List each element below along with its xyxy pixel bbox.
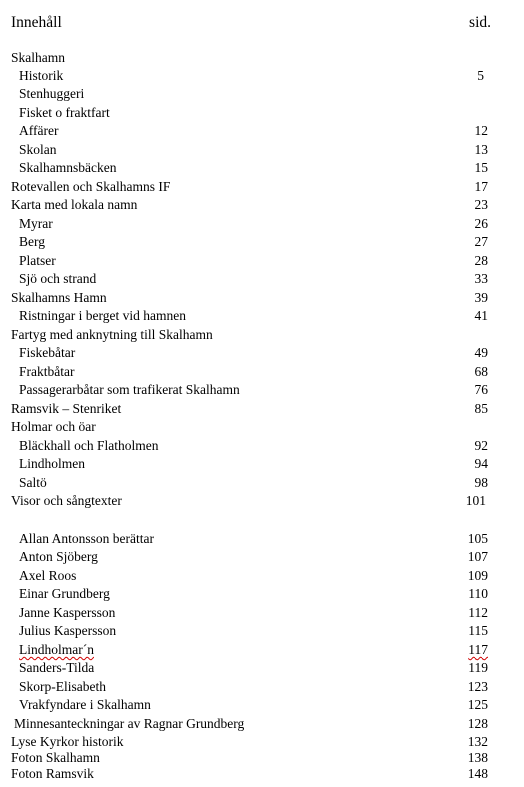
toc-entry-label: Lindholmen bbox=[19, 456, 85, 471]
toc-entry-page: 107 bbox=[467, 549, 488, 564]
toc-entry bbox=[0, 178, 524, 196]
toc-entry-label: Skorp-Elisabeth bbox=[19, 679, 106, 694]
toc-entry bbox=[0, 104, 524, 122]
toc-entry bbox=[0, 252, 524, 270]
toc-entry-page: 101 bbox=[465, 493, 486, 508]
toc-entry-page: 27 bbox=[474, 234, 488, 249]
toc-entry-page: 28 bbox=[474, 253, 488, 268]
toc-entry bbox=[0, 233, 524, 251]
toc-entry-label: Einar Grundberg bbox=[19, 586, 110, 601]
toc-entry-page: 5 bbox=[477, 68, 484, 83]
toc-entry-label: Janne Kaspersson bbox=[19, 605, 116, 620]
toc-entry-page: 68 bbox=[474, 364, 488, 379]
toc-entry-label: Berg bbox=[19, 234, 45, 249]
toc-entry-page: 128 bbox=[467, 716, 488, 731]
toc-entry bbox=[0, 696, 524, 714]
toc-entry bbox=[0, 141, 524, 159]
toc-entry-label: Stenhuggeri bbox=[19, 86, 85, 101]
toc-entry bbox=[0, 659, 524, 677]
toc-entry-label: Lindholmar´n bbox=[19, 642, 94, 657]
toc-entry-page: 76 bbox=[474, 382, 488, 397]
toc-entry-label: Skalhamns Hamn bbox=[11, 290, 107, 305]
toc-entry bbox=[0, 344, 524, 362]
toc-entry-label: Platser bbox=[19, 253, 56, 268]
toc-entry bbox=[0, 85, 524, 103]
toc-entry-label: Rotevallen och Skalhamns IF bbox=[11, 179, 171, 194]
toc-entry bbox=[0, 215, 524, 233]
toc-header bbox=[0, 14, 524, 32]
toc-entry bbox=[0, 326, 524, 344]
toc-entry bbox=[0, 307, 524, 325]
toc-entry-label: Allan Antonsson berättar bbox=[19, 531, 154, 546]
toc-entry-page: 123 bbox=[467, 679, 488, 694]
toc-entry-page: 138 bbox=[467, 750, 488, 765]
toc-entry-label: Fisket o fraktfart bbox=[19, 105, 110, 120]
toc-entry-page: 92 bbox=[474, 438, 488, 453]
toc-entry-page: 12 bbox=[474, 123, 488, 138]
toc-entry-label: Bläckhall och Flatholmen bbox=[19, 438, 159, 453]
toc-entry-label: Anton Sjöberg bbox=[19, 549, 98, 564]
page-column-heading: sid. bbox=[469, 14, 491, 31]
toc-entry-label: Saltö bbox=[19, 475, 47, 490]
toc-entry-label: Historik bbox=[19, 68, 64, 83]
toc-entry bbox=[0, 715, 524, 733]
toc-entry-label: Fraktbåtar bbox=[19, 364, 75, 379]
toc-entry-page: 15 bbox=[474, 160, 488, 175]
toc-entry-label: Karta med lokala namn bbox=[11, 197, 138, 212]
toc-entry-page: 125 bbox=[467, 697, 488, 712]
toc-entry bbox=[0, 122, 524, 140]
toc-entry-page: 98 bbox=[474, 475, 488, 490]
toc-entry bbox=[0, 492, 524, 510]
toc-entry bbox=[0, 67, 524, 85]
toc-entry-page: 26 bbox=[474, 216, 488, 231]
toc-entry bbox=[0, 196, 524, 214]
toc-entry-page: 110 bbox=[468, 586, 488, 601]
toc-entry-page: 23 bbox=[474, 197, 488, 212]
toc-entry bbox=[0, 530, 524, 548]
toc-entry bbox=[0, 548, 524, 566]
toc-entry-label: Lyse Kyrkor historik bbox=[11, 734, 124, 749]
toc-entry-page: 105 bbox=[467, 531, 488, 546]
toc-entry-page: 112 bbox=[468, 605, 488, 620]
toc-entry bbox=[0, 567, 524, 585]
toc-entry-label: Holmar och öar bbox=[11, 419, 96, 434]
toc-entry-label: Ristningar i berget vid hamnen bbox=[19, 308, 186, 323]
toc-entry-page: 33 bbox=[474, 271, 488, 286]
toc-entry-label: Foton Ramsvik bbox=[11, 766, 94, 781]
toc-entry bbox=[0, 455, 524, 473]
toc-entry bbox=[0, 622, 524, 640]
toc-entry-page: 132 bbox=[467, 734, 488, 749]
toc-entry-label: Julius Kaspersson bbox=[19, 623, 117, 638]
toc-entry-label: Axel Roos bbox=[19, 568, 77, 583]
toc-entry bbox=[0, 418, 524, 436]
toc-entry-label: Visor och sångtexter bbox=[11, 493, 122, 508]
toc-entry bbox=[0, 474, 524, 492]
toc-entry-label: Skalhamnsbäcken bbox=[19, 160, 117, 175]
toc-heading: Innehåll bbox=[11, 14, 62, 31]
toc-entry-label: Passagerarbåtar som trafikerat Skalhamn bbox=[19, 382, 240, 397]
toc-entry bbox=[0, 289, 524, 307]
toc-entry-page: 41 bbox=[474, 308, 488, 323]
toc-entry-page: 119 bbox=[468, 660, 488, 675]
toc-entry-label: Sanders-Tilda bbox=[19, 660, 95, 675]
toc-entry-label: Vrakfyndare i Skalhamn bbox=[19, 697, 151, 712]
toc-entry-label: Skalhamn bbox=[11, 50, 65, 65]
toc-entry bbox=[0, 641, 524, 659]
toc-entry-page: 115 bbox=[468, 623, 488, 638]
toc-entry-page: 13 bbox=[474, 142, 488, 157]
toc-entry-label: Minnesanteckningar av Ragnar Grundberg bbox=[14, 716, 245, 731]
toc-entry-label: Affärer bbox=[19, 123, 59, 138]
toc-entry bbox=[0, 400, 524, 418]
toc-entry bbox=[0, 678, 524, 696]
toc-entry-label: Fiskebåtar bbox=[19, 345, 76, 360]
toc-entry bbox=[0, 270, 524, 288]
toc-entry-page: 148 bbox=[467, 766, 488, 781]
toc-entry bbox=[0, 49, 524, 67]
toc-entry bbox=[0, 585, 524, 603]
toc-entry-label: Skolan bbox=[19, 142, 57, 157]
toc-entry-label: Foton Skalhamn bbox=[11, 750, 100, 765]
toc-entry bbox=[0, 159, 524, 177]
toc-entry-page: 49 bbox=[474, 345, 488, 360]
toc-entry bbox=[0, 604, 524, 622]
toc-entry-label: Sjö och strand bbox=[19, 271, 97, 286]
toc-entry bbox=[0, 437, 524, 455]
toc-entry-page: 85 bbox=[474, 401, 488, 416]
toc-entry-page: 117 bbox=[468, 642, 488, 657]
toc-entry-label: Ramsvik – Stenriket bbox=[11, 401, 122, 416]
toc-entry bbox=[0, 381, 524, 399]
toc-entry-page: 17 bbox=[474, 179, 488, 194]
toc-entry-page: 39 bbox=[474, 290, 488, 305]
toc-entry-page: 109 bbox=[467, 568, 488, 583]
toc-entry-page: 94 bbox=[474, 456, 488, 471]
toc-entry-label: Fartyg med anknytning till Skalhamn bbox=[11, 327, 213, 342]
toc-entry bbox=[0, 765, 524, 783]
toc-entry-label: Myrar bbox=[19, 216, 53, 231]
toc-entry bbox=[0, 363, 524, 381]
